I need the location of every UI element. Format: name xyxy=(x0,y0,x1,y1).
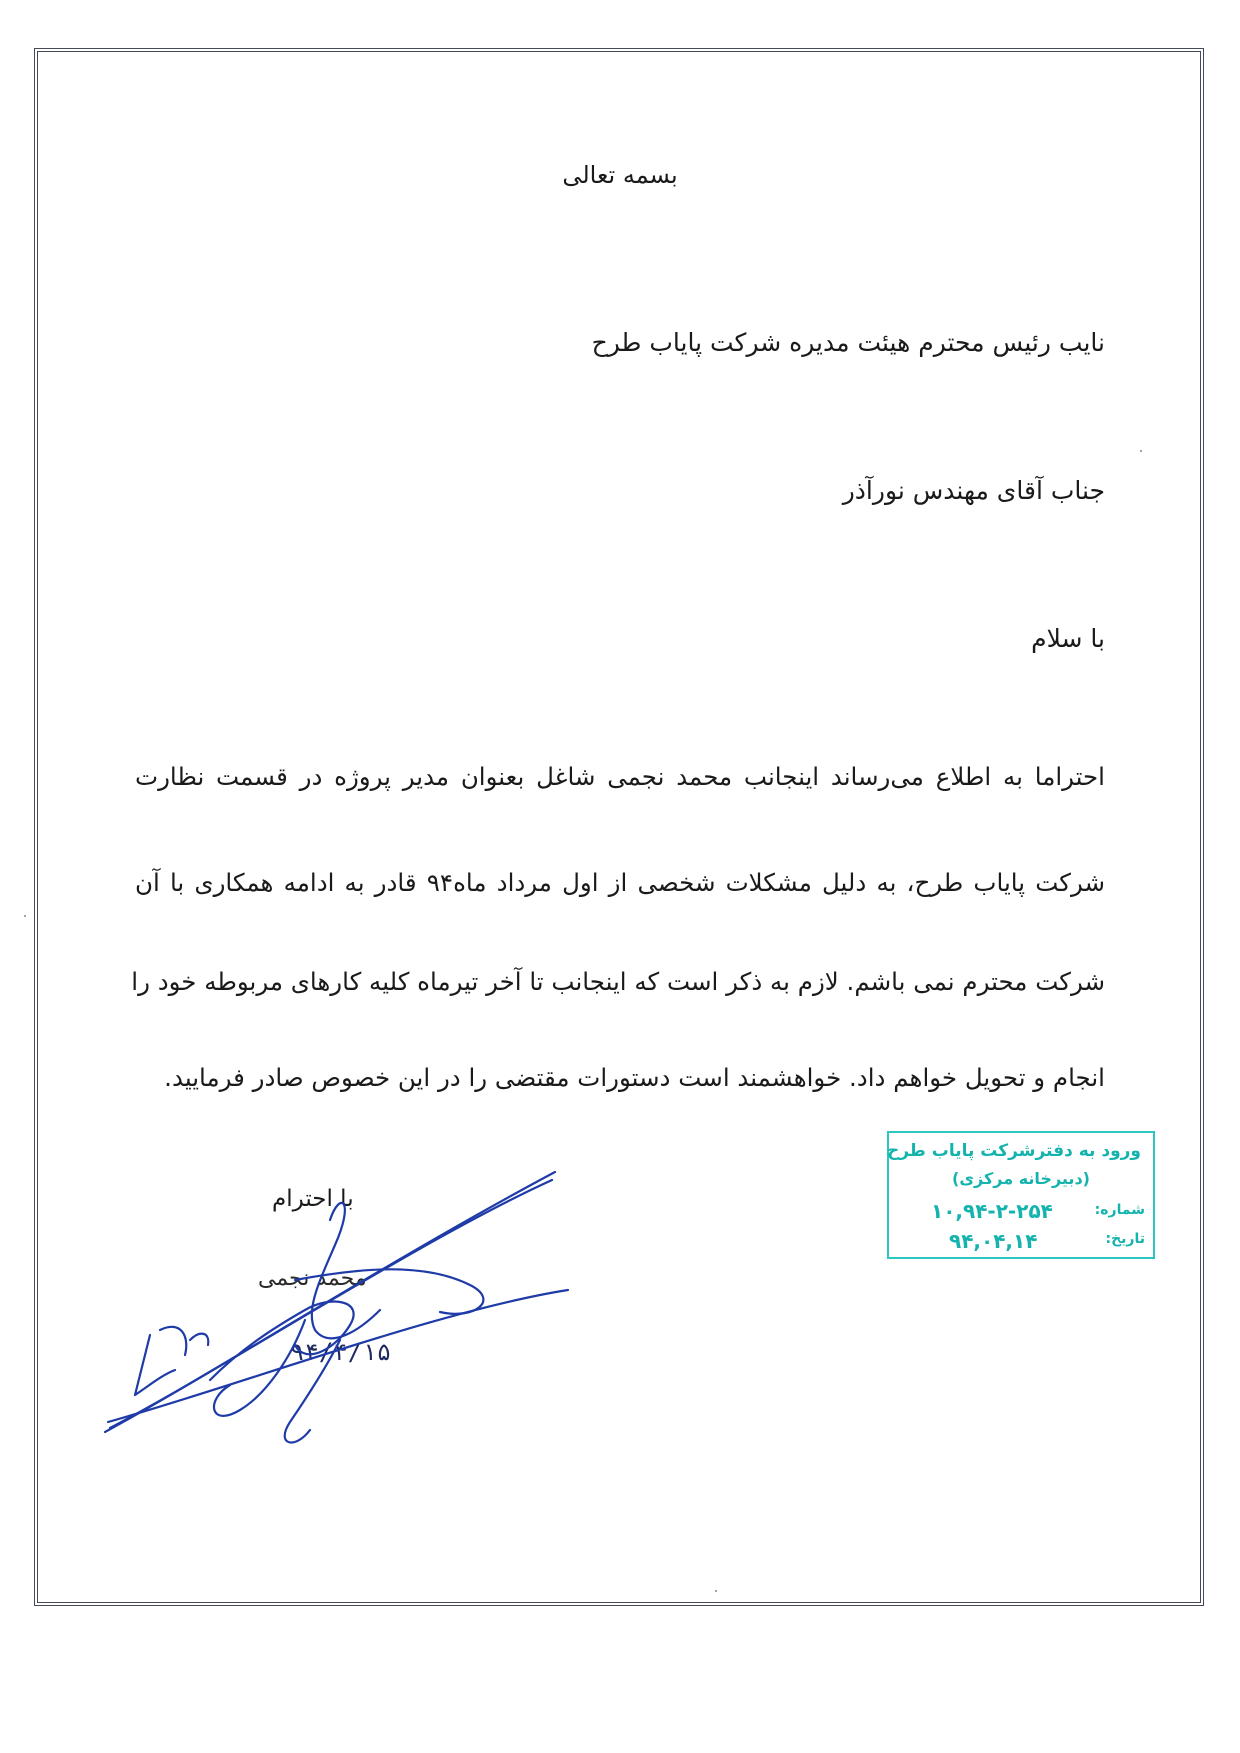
signer-name: محمد نجمی xyxy=(258,1266,367,1291)
body-line: انجام و تحویل خواهم داد. خواهشمند است دستورات مقتضی را در این خصوص صادر فرمایید. xyxy=(164,1063,1105,1092)
recipient-title: نایب رئیس محترم هیئت مدیره شرکت پایاب طرح xyxy=(591,328,1105,357)
handwritten-signature xyxy=(90,1160,590,1460)
scan-speck xyxy=(1140,450,1142,452)
stamp-number-value: ۱۰,۹۴-۲-۲۵۴ xyxy=(931,1199,1053,1223)
registry-stamp xyxy=(887,1131,1155,1259)
stamp-date-label: تاریخ: xyxy=(1105,1231,1145,1247)
stamp-number-label: شماره: xyxy=(1094,1202,1145,1218)
stamp-date-value: ۹۴,۰۴,۱۴ xyxy=(949,1229,1038,1253)
letter-heading: بسمه تعالی xyxy=(562,161,678,189)
greeting: با سلام xyxy=(1031,624,1105,653)
scan-speck xyxy=(24,915,26,917)
stamp-subtitle: (دبیرخانه مرکزی) xyxy=(952,1169,1090,1188)
stamp-title: ورود به دفترشرکت پایاب طرح xyxy=(886,1141,1141,1161)
scan-speck xyxy=(715,1590,717,1592)
signed-date: ۹۴/۴/۱۵ xyxy=(290,1338,392,1366)
body-line: شرکت پایاب طرح، به دلیل مشکلات شخصی از اول مرداد ماه۹۴ قادر به ادامه همکاری با آن xyxy=(135,868,1105,897)
body-line: احتراما به اطلاع می‌رساند اینجانب محمد نجمی شاغل بعنوان مدیر پروژه در قسمت نظارت xyxy=(135,762,1105,791)
recipient-name: جناب آقای مهندس نورآذر xyxy=(842,476,1105,505)
body-line: شرکت محترم نمی باشم. لازم به ذکر است که اینجانب تا آخر تیرماه کلیه کارهای مربوطه خود را xyxy=(131,967,1105,996)
closing: با احترام xyxy=(272,1186,354,1212)
